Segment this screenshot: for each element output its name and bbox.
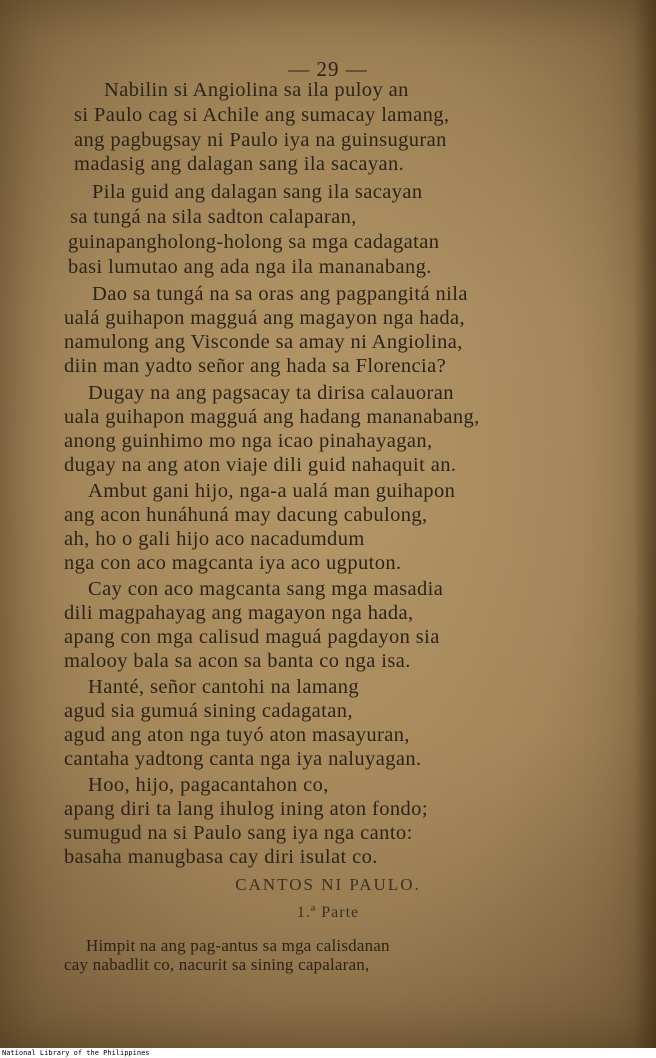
poem-line: Hanté, señor cantohi na lamang [88,676,360,698]
poem-line: si Paulo cag si Achile ang sumacay lamang, [74,104,450,126]
poem-line: basaha manugbasa cay diri isulat co. [64,846,378,868]
poem-line: dugay na ang aton viaje dili guid nahaquit an. [64,454,457,476]
poem-line: agud ang aton nga tuyó aton masayuran, [64,724,410,746]
poem-line: apang con mga calisud maguá pagdayon sia [64,626,440,648]
poem-line: anong guinhimo mo nga icao pinahayagan, [64,430,433,452]
section-subtitle: 1.ª Parte [296,904,360,921]
section-title: CANTOS NI PAULO. [235,875,421,894]
poem-line: sumugud na si Paulo sang iya nga canto: [64,822,413,844]
poem-line: uala guihapon magguá ang hadang mananabang, [64,406,480,428]
poem-line: guinapangholong-holong sa mga cadagatan [68,231,440,253]
poem-line: Ambut gani hijo, nga-a ualá man guihapon [88,480,456,502]
poem-line: namulong ang Visconde sa amay ni Angiolina, [64,331,463,353]
stanza-line: cay nabadlit co, nacurit sa sining capalaran, [64,955,370,974]
poem-line: Cay con aco magcanta sang mga masadia [88,578,444,600]
poem-line: Nabilin si Angiolina sa ila puloy an [104,79,409,101]
poem-line: apang diri ta lang ihulog ining aton fondo; [64,798,428,820]
poem-line: basi lumutao ang ada nga ila mananabang. [68,256,432,278]
poem-line: Dugay na ang pagsacay ta dirisa calauoran [88,382,454,404]
poem-line: ualá guihapon magguá ang magayon nga hada, [64,307,466,329]
poem-line: dili magpahayag ang magayon nga hada, [64,602,414,624]
poem-line: Pila guid ang dalagan sang ila sacayan [92,181,423,203]
poem-line: ah, ho o gali hijo aco nacadumdum [64,528,365,550]
poem-line: ang pagbugsay ni Paulo iya na guinsuguran [74,129,447,151]
poem-line: ang acon hunáhuná may dacung cabulong, [64,504,428,526]
poem-line: Dao sa tungá na sa oras ang pagpangitá nila [92,283,468,305]
stanza-line: Himpit na ang pag-antus sa mga calisdanan [86,936,390,955]
poem-line: agud sia gumuá sining cadagatan, [64,700,353,722]
footer-credit: National Library of the Philippines [2,1049,150,1057]
page-number: — 29 — [288,57,368,81]
poem-line: madasig ang dalagan sang ila sacayan. [74,153,405,175]
poem-line: malooy bala sa acon sa banta co nga isa. [64,650,411,672]
poem-line: cantaha yadtong canta nga iya naluyagan. [64,748,422,770]
poem-line: sa tungá na sila sadton calaparan, [70,206,357,228]
poem-line: Hoo, hijo, pagacantahon co, [88,774,329,796]
poem-line: nga con aco magcanta iya aco ugputon. [64,552,402,574]
poem-line: diin man yadto señor ang hada sa Florencia? [64,355,447,377]
